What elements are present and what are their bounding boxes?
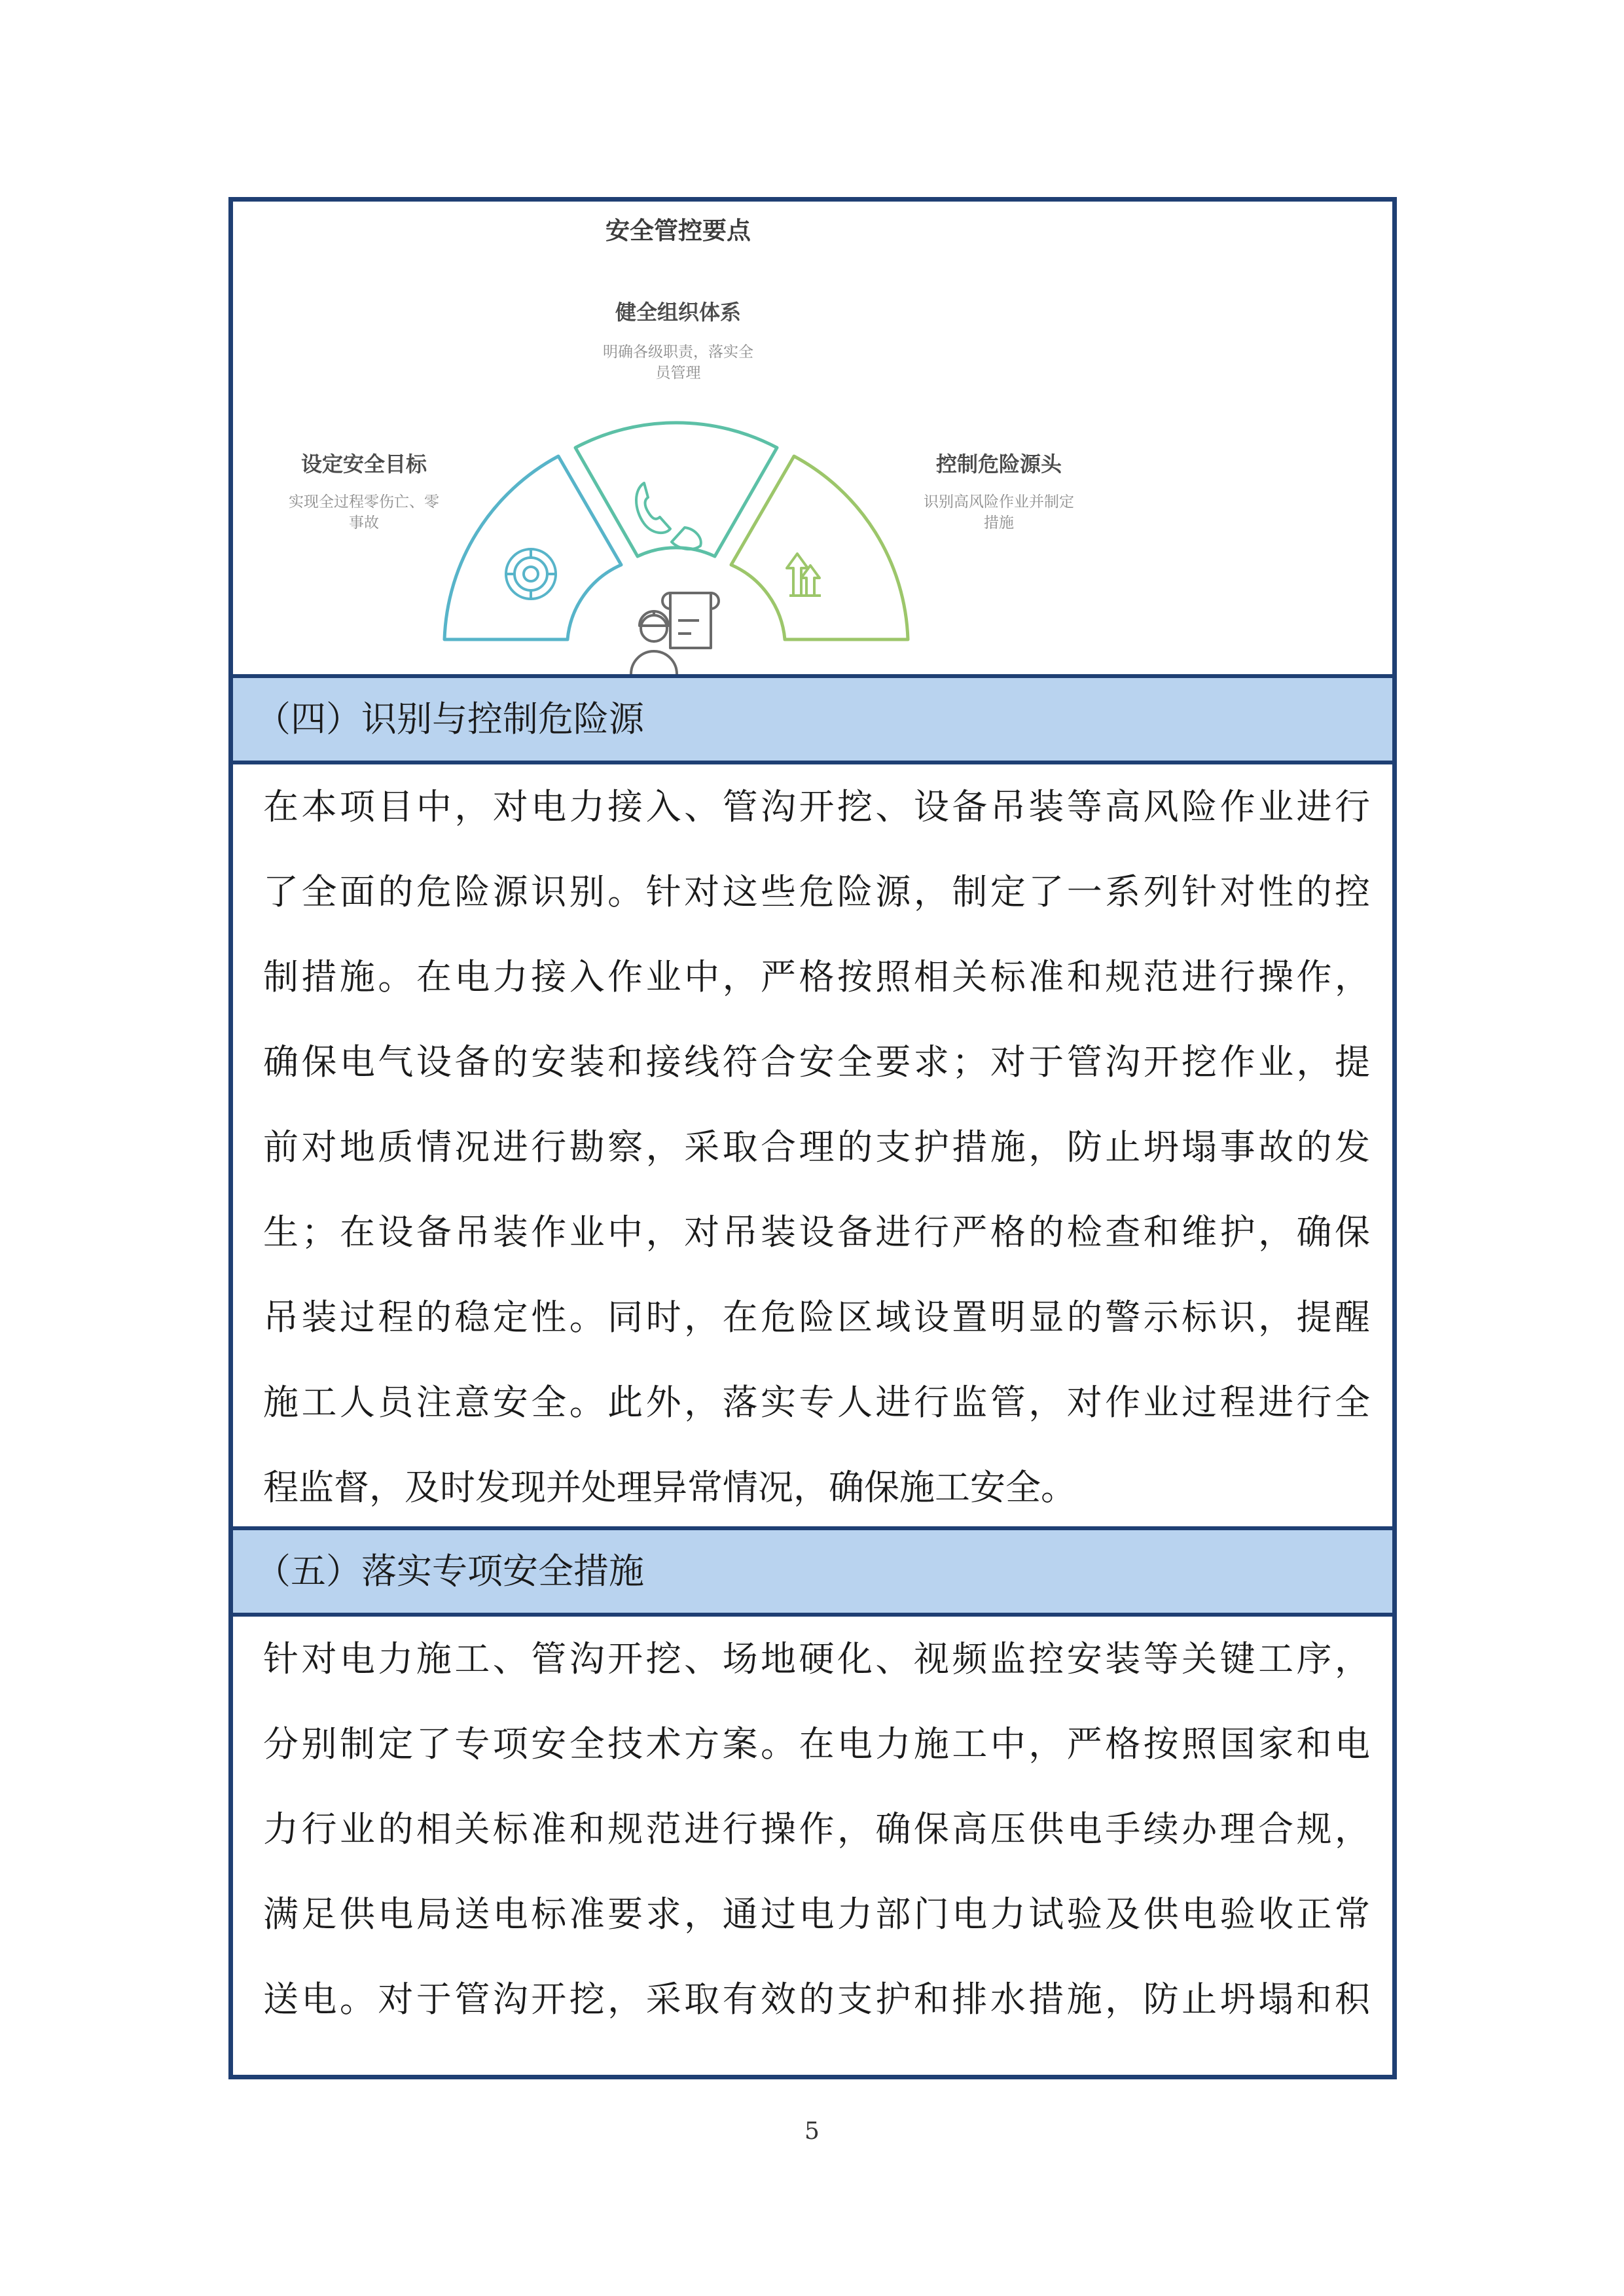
safety-control-diagram	[233, 202, 1392, 678]
segment-right-title: 控制危险源头	[935, 452, 1062, 476]
page-number: 5	[804, 2118, 820, 2145]
segment-left-desc-line: 事故	[349, 514, 379, 531]
diagram-title: 安全管控要点	[605, 217, 751, 245]
diagram-graphic	[233, 202, 1392, 674]
segment-left-desc-line: 实现全过程零伤亡、零	[289, 493, 439, 511]
segment-right-desc-line: 措施	[984, 514, 1014, 531]
section-5-heading: （五）落实专项安全措施	[233, 1530, 1392, 1617]
section-4-line: 前对地质情况进行勘察，采取合理的支护措施，防止坍塌事故的发	[263, 1126, 1370, 1168]
content-table	[228, 197, 1397, 2079]
section-5-body	[233, 1617, 1392, 2075]
segment-right-desc	[881, 492, 1117, 533]
section-4-heading: （四）识别与控制危险源	[233, 678, 1392, 764]
section-4-line: 在本项目中，对电力接入、管沟开挖、设备吊装等高风险作业进行	[263, 786, 1370, 827]
segment-left-desc	[246, 492, 482, 533]
segment-middle-desc-line: 员管理	[655, 365, 701, 382]
segment-middle-title: 健全组织体系	[615, 300, 741, 325]
worker-blueprint-icon	[631, 593, 719, 674]
section-4-line: 确保电气设备的安装和接线符合安全要求；对于管沟开挖作业，提	[263, 1041, 1370, 1083]
section-4-body	[233, 764, 1392, 1530]
segment-middle-desc	[554, 342, 803, 384]
section-5-line: 分别制定了专项安全技术方案。在电力施工中，严格按照国家和电	[263, 1723, 1370, 1765]
section-4-line: 程监督，及时发现并处理异常情况，确保施工安全。	[263, 1467, 1076, 1508]
segment-left-title: 设定安全目标	[300, 452, 427, 476]
section-5-line: 送电。对于管沟开挖，采取有效的支护和排水措施，防止坍塌和积	[263, 1979, 1370, 2020]
section-5-line: 针对电力施工、管沟开挖、场地硬化、视频监控安装等关键工序，	[263, 1638, 1370, 1679]
section-4-line: 施工人员注意安全。此外，落实专人进行监管，对作业过程进行全	[263, 1382, 1370, 1423]
section-4-line: 吊装过程的稳定性。同时，在危险区域设置明显的警示标识，提醒	[263, 1297, 1370, 1338]
section-4-line: 生；在设备吊装作业中，对吊装设备进行严格的检查和维护，确保	[263, 1211, 1370, 1253]
section-5-line: 满足供电局送电标准要求，通过电力部门电力试验及供电验收正常	[263, 1893, 1370, 1935]
section-5-line: 力行业的相关标准和规范进行操作，确保高压供电手续办理合规，	[263, 1808, 1370, 1850]
section-4-line: 制措施。在电力接入作业中，严格按照相关标准和规范进行操作，	[263, 956, 1370, 997]
section-4-line: 了全面的危险源识别。针对这些危险源，制定了一系列针对性的控	[263, 871, 1370, 912]
segment-middle-desc-line: 明确各级职责，落实全	[603, 344, 753, 361]
segment-right-desc-line: 识别高风险作业并制定	[924, 493, 1074, 511]
